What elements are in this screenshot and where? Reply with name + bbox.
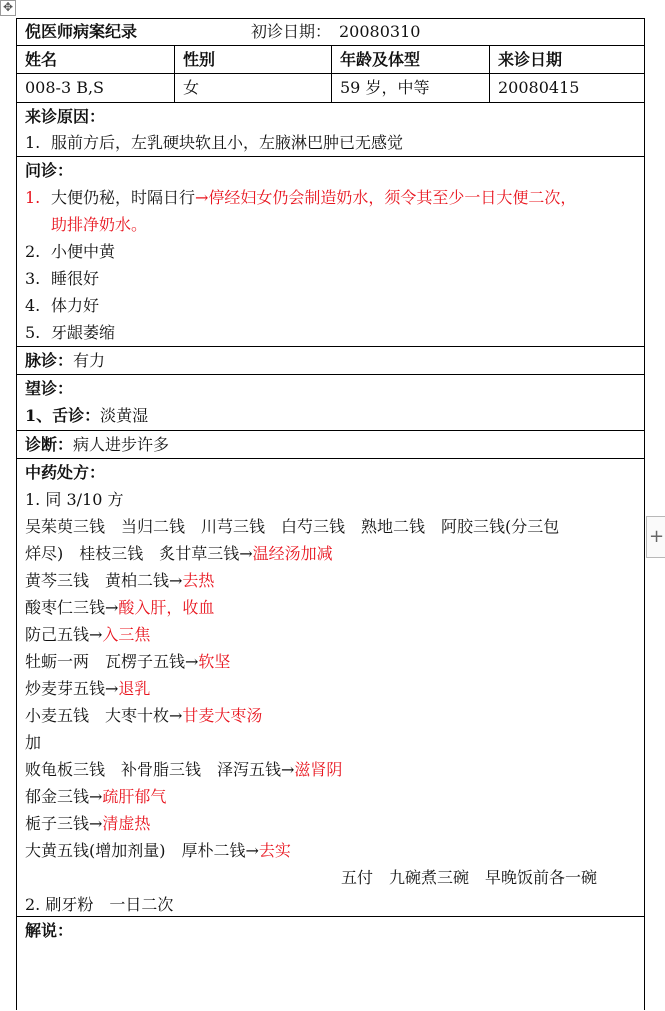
pulse-section [17,347,644,375]
arrow-icon: → [169,706,183,725]
diagnosis-line [25,435,169,455]
arrow-icon: → [89,814,103,833]
patient-sex: 女 [183,78,200,97]
pulse-line [25,351,105,371]
arrow-icon: → [89,625,103,644]
title-row [17,19,644,46]
herb-line: 小麦五钱 大枣十枚→甘麦大枣汤 [25,706,263,725]
header-cell-visit-date [490,46,644,73]
header-cell-age [332,46,490,73]
herb-line: 郁金三钱→疏肝郁气 [25,787,167,806]
add-label: 加 [25,733,42,752]
reason-label: 来诊原因： [25,107,106,126]
patient-header-row [17,46,644,74]
reason-section [17,103,644,157]
arrow-icon: → [195,188,209,207]
tongue-line [25,406,148,426]
herb-line: 栀子三钱→清虚热 [25,814,151,833]
value-cell-visit-date [490,74,644,102]
dosage-line: 五付 九碗煮三碗 早晚饭前各一碗 [341,868,598,887]
herb-line: 败龟板三钱 补骨脂三钱 泽泻五钱→滋肾阴 [25,760,343,779]
arrow-icon: → [89,787,103,806]
diagnosis-text: 病人进步许多 [73,435,170,454]
prescription-line-1: 吴茱萸三钱 当归二钱 川芎三钱 白芍三钱 熟地二钱 阿胶三钱(分三包 [25,517,560,536]
patient-id: 008-3 B,S [25,78,105,97]
inquiry-item-3: 3. 睡很好 [25,269,100,288]
add-column-icon[interactable]: + [646,516,665,558]
prescription-item-2: 2. 刷牙粉 一日二次 [25,895,174,914]
first-visit-label: 初诊日期： [251,22,332,41]
pulse-label: 脉诊： [25,351,74,370]
herb-line: 黄芩三钱 黄柏二钱→去热 [25,571,215,590]
explanation-section [17,917,644,1011]
header-cell-name [17,46,175,73]
herb-line: 防己五钱→入三焦 [25,625,151,644]
arrow-icon: → [281,760,295,779]
visit-date: 20080415 [498,78,580,97]
inquiry-item-2: 2. 小便中黄 [25,242,116,261]
inquiry-section [17,157,644,347]
prescription-line-2: 烊尽) 桂枝三钱 炙甘草三钱→温经汤加减 [25,544,333,563]
value-cell-name [17,74,175,102]
pulse-text: 有力 [73,351,106,370]
arrow-icon: → [105,598,119,617]
herb-line: 大黄五钱(增加剂量) 厚朴二钱→去实 [25,841,291,860]
header-age: 年龄及体型 [340,50,421,69]
patient-age: 59 岁，中等 [340,78,430,97]
move-icon[interactable]: ✥ [0,0,16,16]
value-cell-sex [175,74,332,102]
prescription-label: 中药处方： [25,463,106,482]
patient-values-row [17,74,644,103]
header-sex: 性别 [183,50,216,69]
tongue-label: 1、舌诊： [25,406,101,425]
inquiry-item-5: 5. 牙龈萎缩 [25,323,116,342]
herb-line: 牡蛎一两 瓦楞子五钱→软坚 [25,652,231,671]
arrow-icon: → [185,652,199,671]
header-cell-sex [175,46,332,73]
inquiry-item-1-note: 助排净奶水。 [51,215,148,234]
case-record-table [16,18,645,1010]
tongue-text: 淡黄湿 [100,406,149,425]
prescription-section [17,459,644,917]
header-visit-date: 来诊日期 [498,50,563,69]
herb-line: 酸枣仁三钱→酸入肝，收血 [25,598,215,617]
inquiry-item-1: 1. 大便仍秘，时隔日行→停经妇女仍会制造奶水，须令其至少一日大便二次， [25,188,577,207]
prescription-same: 1. 同 3/10 方 [25,490,124,509]
header-name: 姓名 [25,50,58,69]
value-cell-age [332,74,490,102]
first-visit-date: 20080310 [339,22,421,41]
arrow-icon: → [245,841,259,860]
observation-label: 望诊： [25,379,74,398]
arrow-icon: → [169,571,183,590]
inquiry-item-4: 4. 体力好 [25,296,100,315]
arrow-icon: → [105,679,119,698]
explanation-label: 解说： [25,921,74,940]
inquiry-label: 问诊： [25,161,74,180]
reason-item: 1. 服前方后，左乳硬块软且小，左腋淋巴肿已无感觉 [25,133,404,152]
herb-line: 炒麦芽五钱→退乳 [25,679,151,698]
arrow-icon: → [239,544,253,563]
record-title: 倪医师病案纪录 [25,22,138,41]
diagnosis-label: 诊断： [25,435,74,454]
diagnosis-section [17,431,644,459]
observation-section [17,375,644,431]
